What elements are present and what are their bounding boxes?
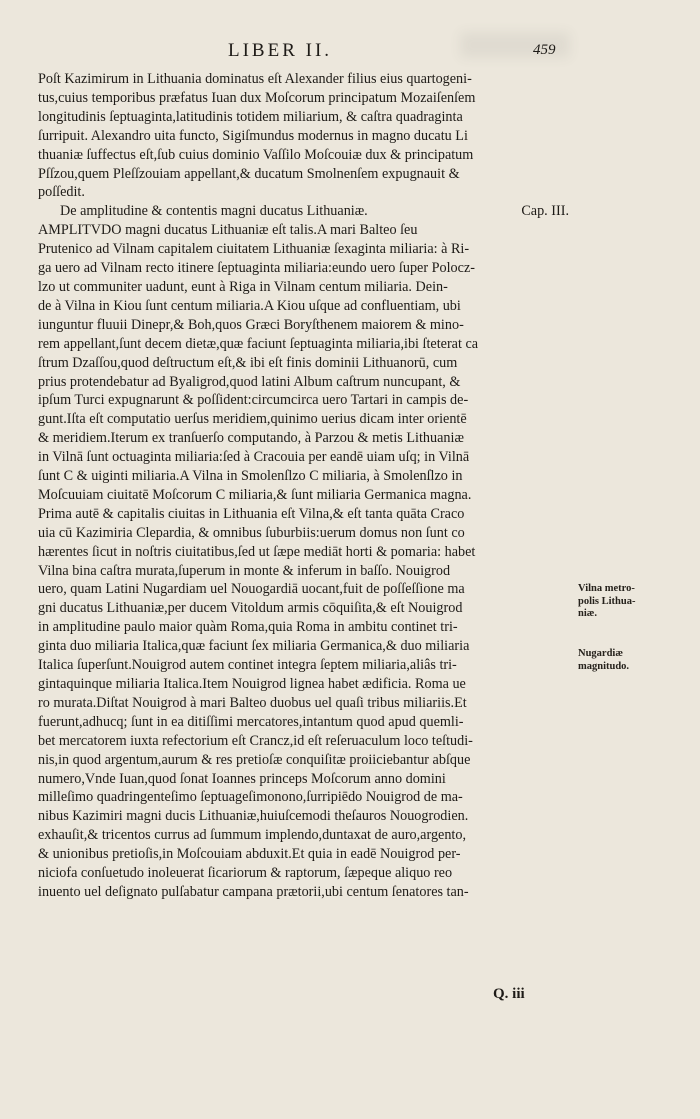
text-line: poſſedit.	[38, 184, 85, 201]
text-line: in Vilnā ſunt octuaginta miliaria:ſed à Cracouia per eandē uiam uſq; in Vilnā	[38, 449, 470, 466]
marginal-note-line: niæ.	[578, 608, 597, 619]
marginal-note-line: polis Lithua-	[578, 595, 636, 607]
text-line: iunguntur fluuii Dinepr,& Boh,quos Græci Boryſthenem maiorem & mino-	[38, 316, 464, 333]
text-line: ſunt C & uiginti miliaria.A Vilna in Smolenſlzo C miliaria, à Smolenſlzo in	[38, 468, 463, 485]
text-line: uero, quam Latini Nugardiam uel Nouogardiā uocant,fuit de poſſeſſione ma	[38, 581, 465, 598]
body-text	[38, 70, 573, 902]
text-line: & meridiem.Iterum ex tranſuerſo computando, à Parzou & metis Lithuaniæ	[38, 430, 464, 447]
text-line: exhauſit,& tricentos currus ad ſummum implendo,duntaxat de auro,argento,	[38, 827, 467, 844]
text-line: thuaniæ ſuffectus eſt,ſub cuius dominio Vaſſilo Moſcouiæ dux & principatum	[38, 146, 474, 163]
text-line: gintaquinque miliaria Italica.Item Nouigrod lignea habet ædificia. Roma ue	[38, 676, 466, 692]
text-line: fuerunt,adhucq; ſunt in ea ditiſſimi mercatores,intantum quod apud quemli-	[38, 713, 464, 730]
text-line: milleſimo quadringenteſimo ſeptuageſimonono,ſurripiēdo Nouigrod de ma-	[38, 789, 463, 806]
text-line: uia cū Kazimiria Clepardia, & omnibus ſuburbiis:uerum domus non ſunt co	[38, 524, 465, 541]
paragraph-intro	[38, 70, 573, 202]
text-line: ſtrum Dzaſſou,quod deſtructum eſt,& ibi eſt finis dominii Lithuanorū, cum	[38, 354, 458, 371]
text-line: Italica ſuperſunt.Nouigrod autem continet integra ſeptem miliaria,aliâs tri-	[38, 657, 457, 674]
marginal-note-line: magnitudo.	[578, 660, 630, 672]
text-line: Moſcuuiam ciuitatē Moſcorum C miliaria,& ſunt miliaria Germanica magna.	[38, 486, 472, 503]
chapter-title: De amplitudine & contentis magni ducatus Lithuaniæ.	[60, 203, 368, 220]
text-line: numero,Vnde Iuan,quod ſonat Ioannes princeps Moſcorum anno domini	[38, 770, 446, 787]
text-line: gunt.Iſta eſt computatio uerſus meridiem,quinimo uerius dicam inter orientē	[38, 411, 467, 428]
text-line: ipſum Turci expugnarunt & poſſident:circumcirca uero Tartari in campis de-	[38, 392, 469, 409]
text-line: tus,cuius temporibus præfatus Iuan dux Moſcorum principatum Mozaiſenſem	[38, 89, 476, 106]
text-line: lzo ut communiter uadunt, eunt à Riga in Vilnam centum miliaria. Dein-	[38, 278, 448, 295]
chapter-heading	[38, 202, 573, 221]
chapter-number: Cap. III.	[521, 203, 569, 220]
text-line: niciofa conſuetudo inoleuerat ſicariorum & raptorum, ſæpeque aliquo reo	[38, 865, 453, 882]
text-line: inuento uel deſignato pulſabatur campana prætorii,ubi centum ſenatores tan-	[38, 883, 469, 900]
text-line: nis,in quod argentum,aurum & res pretioſæ conquiſitæ proiiciebantur abſque	[38, 751, 471, 768]
paragraph-main	[38, 221, 573, 902]
running-head	[0, 40, 700, 68]
text-line: Prutenico ad Vilnam capitalem ciuitatem Lithuaniæ ſexaginta miliaria: à Ri-	[38, 241, 470, 258]
text-line: nibus Kazimiri magni ducis Lithuaniæ,huiuſcemodi theſauros Nouogrodien.	[38, 808, 469, 825]
text-line: Pſſzou,quem Pleſſzouiam appellant,& ducatum Smolnenſem expugnauit &	[38, 165, 460, 182]
marginal-note-nugardia	[578, 648, 698, 673]
text-line: gni ducatus Lithuaniæ,per ducem Vitoldum armis cōquiſita,& eſt Nouigrod	[38, 600, 463, 617]
text-line: Prima autē & capitalis ciuitas in Lithuania eſt Vilna,& eſt tanta quāta Craco	[38, 505, 465, 522]
text-line: longitudinis ſeptuaginta,latitudinis totidem miliarium, & caſtra quadraginta	[38, 108, 463, 125]
marginal-note-vilna	[578, 583, 698, 621]
text-line: ro murata.Diſtat Nouigrod à mari Balteo duobus uel quaſi tribus miliariis.Et	[38, 694, 467, 711]
signature-mark: Q. iii	[493, 986, 525, 1002]
text-line: ginta duo miliaria Italica,quæ faciunt ſex miliaria Germanica,& duo miliaria	[38, 638, 470, 655]
text-line: Poſt Kazimirum in Lithuania dominatus eſt Alexander filius eius quartogeni-	[38, 71, 472, 87]
marginal-note-line: Nugardiæ	[578, 648, 623, 659]
text-line: rem appellant,ſunt decem dietæ,quæ faciunt ſeptuaginta miliaria,ibi ſteterat ca	[38, 335, 479, 352]
text-line: AMPLITVDO magni ducatus Lithuaniæ eſt talis.A mari Balteo ſeu	[38, 222, 418, 239]
text-line: prius protendebatur ad Byaligrod,quod latini Album caſtrum nuncupant, &	[38, 373, 461, 390]
text-line: hærentes ſicut in noſtris ciuitatibus,ſed ut ſæpe mediāt horti & pomaria: habet	[38, 543, 476, 560]
text-line: de à Vilna in Kiou ſunt centum miliaria.A Kiou uſque ad confluentiam, ubi	[38, 297, 461, 314]
text-line: in amplitudine paulo maior quàm Roma,quia Roma in ambitu continet tri-	[38, 619, 458, 636]
text-line: Vilna bina caſtra murata,ſuperum in monte & inferum in baſſo. Nouigrod	[38, 562, 451, 579]
text-line: bet mercatorem iuxta refectorium eſt Crancz,id eſt reſeruaculum loco teſtudi-	[38, 732, 473, 749]
marginal-note-line: Vilna metro-	[578, 583, 635, 594]
text-line: & unionibus pretioſis,in Moſcouiam abduxit.Et quia in eadē Nouigrod per-	[38, 846, 461, 863]
text-line: ſurripuit. Alexandro uita functo, Sigiſmundus modernus in magno ducatu Li	[38, 127, 468, 144]
page-number: 459	[533, 42, 556, 58]
running-title: LIBER II.	[228, 40, 333, 61]
text-line: ga uero ad Vilnam recto itinere ſeptuaginta miliaria:eundo uero ſuper Polocz-	[38, 260, 475, 277]
